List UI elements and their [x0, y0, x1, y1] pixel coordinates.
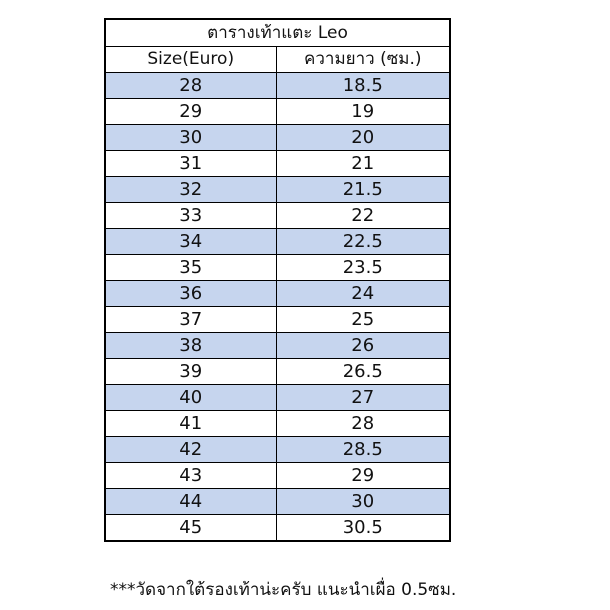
length-cell: 28 — [276, 411, 450, 437]
length-cell: 22 — [276, 203, 450, 229]
table-title-row — [105, 19, 450, 47]
size-cell: 29 — [105, 99, 276, 125]
length-cell: 30 — [276, 489, 450, 515]
table-row — [105, 151, 450, 177]
size-cell: 35 — [105, 255, 276, 281]
size-cell: 38 — [105, 333, 276, 359]
table-row — [105, 463, 450, 489]
size-table — [104, 18, 451, 542]
length-cell: 23.5 — [276, 255, 450, 281]
table-row — [105, 203, 450, 229]
size-cell: 36 — [105, 281, 276, 307]
length-cell: 20 — [276, 125, 450, 151]
length-cell: 29 — [276, 463, 450, 489]
table-row — [105, 229, 450, 255]
table-row — [105, 177, 450, 203]
table-row — [105, 437, 450, 463]
size-cell: 28 — [105, 73, 276, 99]
table-header-row — [105, 47, 450, 73]
length-cell: 22.5 — [276, 229, 450, 255]
size-cell: 42 — [105, 437, 276, 463]
table-row — [105, 73, 450, 99]
length-cell: 19 — [276, 99, 450, 125]
table-row — [105, 385, 450, 411]
size-cell: 33 — [105, 203, 276, 229]
size-cell: 31 — [105, 151, 276, 177]
size-cell: 44 — [105, 489, 276, 515]
length-cell: 24 — [276, 281, 450, 307]
length-cell: 27 — [276, 385, 450, 411]
length-cell: 21.5 — [276, 177, 450, 203]
table-row — [105, 99, 450, 125]
size-cell: 39 — [105, 359, 276, 385]
size-cell: 45 — [105, 515, 276, 542]
column-header-length: ความยาว (ซม.) — [276, 47, 450, 73]
table-row — [105, 411, 450, 437]
table-row — [105, 333, 450, 359]
length-cell: 28.5 — [276, 437, 450, 463]
length-cell: 21 — [276, 151, 450, 177]
table-row — [105, 307, 450, 333]
size-cell: 32 — [105, 177, 276, 203]
size-cell: 34 — [105, 229, 276, 255]
table-row — [105, 125, 450, 151]
length-cell: 26 — [276, 333, 450, 359]
table-title: ตารางเท้าแตะ Leo — [105, 19, 450, 47]
table-row — [105, 489, 450, 515]
size-cell: 41 — [105, 411, 276, 437]
length-cell: 25 — [276, 307, 450, 333]
column-header-size: Size(Euro) — [105, 47, 276, 73]
size-cell: 30 — [105, 125, 276, 151]
size-cell: 40 — [105, 385, 276, 411]
length-cell: 18.5 — [276, 73, 450, 99]
table-row — [105, 281, 450, 307]
size-cell: 37 — [105, 307, 276, 333]
table-body — [105, 73, 450, 542]
size-cell: 43 — [105, 463, 276, 489]
length-cell: 30.5 — [276, 515, 450, 542]
length-cell: 26.5 — [276, 359, 450, 385]
table-row — [105, 359, 450, 385]
table-row — [105, 515, 450, 542]
table-row — [105, 255, 450, 281]
measurement-note: ***วัดจากใต้รองเท้าน่ะครับ แนะนำเผื่อ 0.5ซม. — [110, 580, 457, 600]
